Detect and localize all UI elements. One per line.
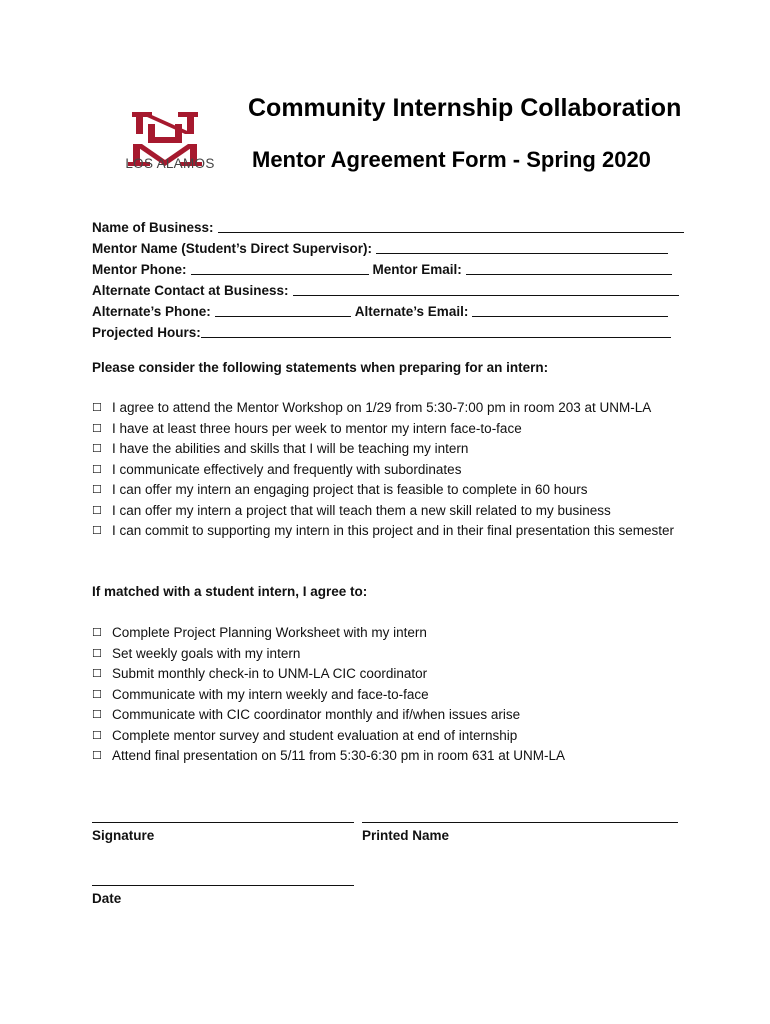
list-item: ☐ I can commit to supporting my intern in this project and in their final presentation this semester [92, 521, 692, 542]
mentor-email-field[interactable] [466, 260, 672, 275]
list-item: ☐ I have at least three hours per week to mentor my intern face-to-face [92, 419, 692, 440]
page-subtitle: Mentor Agreement Form - Spring 2020 [252, 147, 651, 172]
checkbox[interactable]: ☐ [92, 687, 102, 701]
mentor-name-label: Mentor Name (Student’s Direct Supervisor): [92, 241, 373, 256]
list-item: ☐ Complete Project Planning Worksheet with my intern [92, 623, 692, 644]
contact-fields [92, 214, 692, 340]
statements-list [92, 398, 692, 542]
field-row-mentor-name [92, 235, 692, 256]
mentor-phone-field[interactable] [191, 260, 369, 275]
alternate-email-label: Alternate’s Email: [354, 304, 469, 319]
alternate-phone-field[interactable] [215, 302, 351, 317]
printed-name-label: Printed Name [362, 828, 450, 843]
business-name-label: Name of Business: [92, 220, 214, 235]
alternate-phone-label: Alternate’s Phone: [92, 304, 211, 319]
list-item: ☐ Submit monthly check-in to UNM-LA CIC coordinator [92, 664, 692, 685]
signature-label: Signature [92, 828, 155, 843]
field-row-projected-hours [92, 319, 692, 340]
list-item: ☐ Attend final presentation on 5/11 from 5:30-6:30 pm in room 631 at UNM-LA [92, 746, 692, 767]
agreements-list [92, 623, 692, 767]
alternate-contact-label: Alternate Contact at Business: [92, 283, 289, 298]
checkbox[interactable]: ☐ [92, 646, 102, 660]
page-title: Community Internship Collaboration [248, 94, 682, 122]
statements-heading: Please consider the following statements when preparing for an intern: [92, 360, 549, 375]
checkbox[interactable]: ☐ [92, 524, 102, 537]
projected-hours-label: Projected Hours: [92, 325, 201, 340]
list-item: ☐ Complete mentor survey and student evaluation at end of internship [92, 726, 692, 747]
list-item: ☐ I agree to attend the Mentor Workshop on 1/29 from 5:30-7:00 pm in room 203 at UNM-LA [92, 398, 692, 419]
checkbox[interactable]: ☐ [92, 483, 102, 496]
checkbox[interactable]: ☐ [92, 728, 102, 742]
checkbox[interactable]: ☐ [92, 462, 102, 476]
mentor-name-field[interactable] [376, 239, 668, 254]
alternate-contact-field[interactable] [293, 281, 679, 296]
date-label: Date [92, 891, 122, 906]
printed-name-line[interactable] [362, 822, 678, 823]
mentor-phone-label: Mentor Phone: [92, 262, 187, 277]
field-row-alternate-info [92, 298, 692, 319]
checkbox[interactable]: ☐ [92, 503, 102, 517]
checkbox[interactable]: ☐ [92, 708, 102, 721]
checkbox[interactable]: ☐ [92, 442, 102, 455]
field-row-mentor-contact [92, 256, 692, 277]
list-item: ☐ Set weekly goals with my intern [92, 644, 692, 665]
field-row-alternate-contact [92, 277, 692, 298]
list-item: ☐ I can offer my intern a project that will teach them a new skill related to my business [92, 501, 692, 522]
business-name-field[interactable] [218, 218, 684, 233]
mentor-email-label: Mentor Email: [372, 262, 462, 277]
list-item: ☐ Communicate with my intern weekly and face-to-face [92, 685, 692, 706]
checkbox[interactable]: ☐ [92, 626, 102, 639]
checkbox[interactable]: ☐ [92, 667, 102, 680]
date-line[interactable] [92, 885, 354, 886]
signature-line[interactable] [92, 822, 354, 823]
agreements-heading: If matched with a student intern, I agree to: [92, 584, 368, 599]
list-item: ☐ Communicate with CIC coordinator monthly and if/when issues arise [92, 705, 692, 726]
field-row-business [92, 214, 692, 235]
checkbox[interactable]: ☐ [92, 401, 102, 414]
list-item: ☐ I communicate effectively and frequently with subordinates [92, 460, 692, 481]
list-item: ☐ I have the abilities and skills that I will be teaching my intern [92, 439, 692, 460]
list-item: ☐ I can offer my intern an engaging project that is feasible to complete in 60 hours [92, 480, 692, 501]
checkbox[interactable]: ☐ [92, 749, 102, 762]
checkbox[interactable]: ☐ [92, 421, 102, 435]
logo-caption: LOS ALAMOS [125, 156, 215, 171]
alternate-email-field[interactable] [472, 302, 668, 317]
projected-hours-field[interactable] [201, 323, 671, 338]
